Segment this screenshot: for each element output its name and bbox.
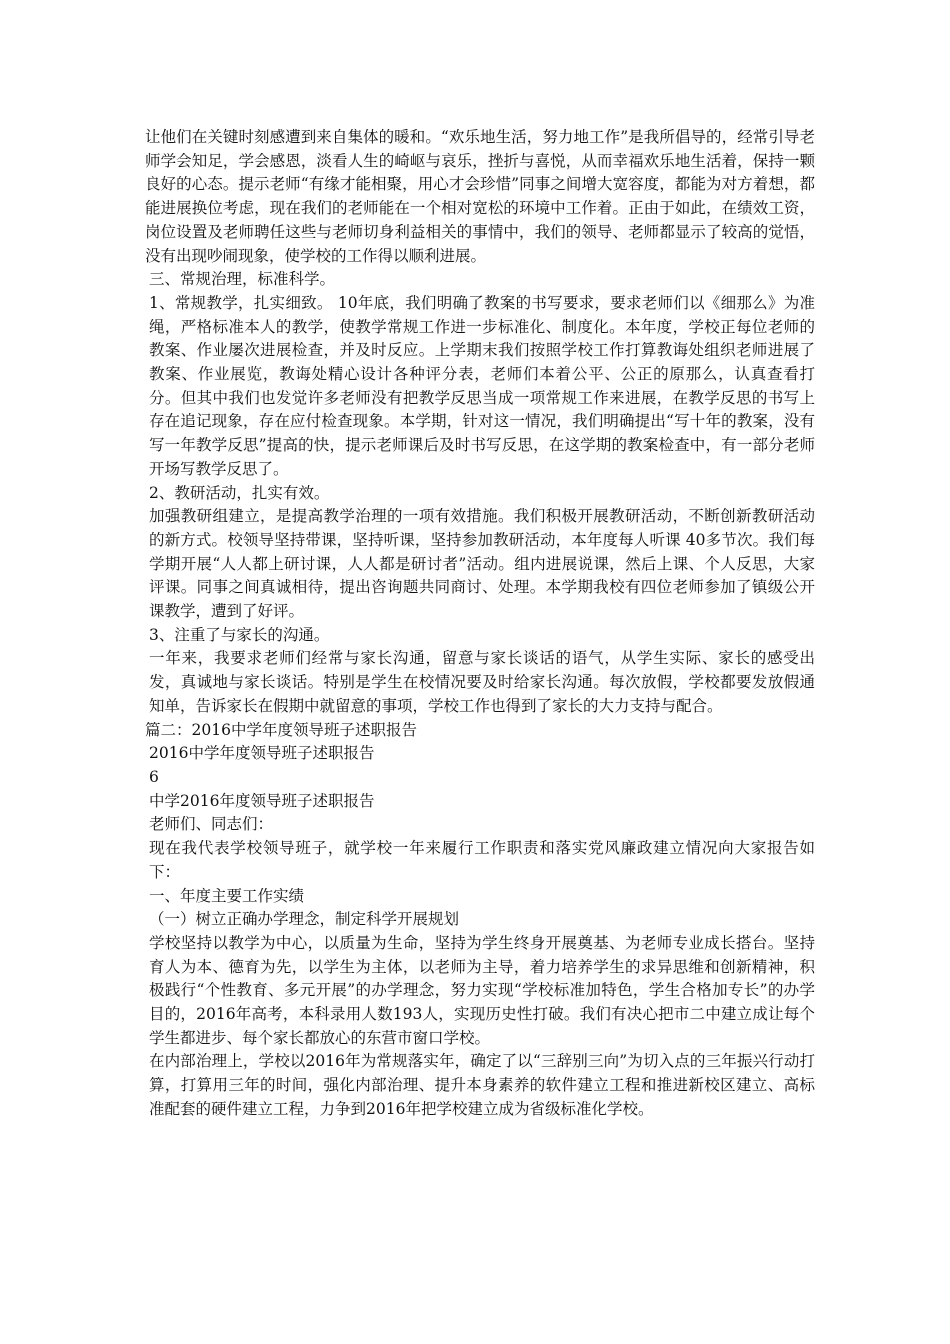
paragraph-parent-communication: 一年来，我要求老师们经常与家长沟通，留意与家长谈话的语气，从学生实际、家长的感受出发，真诚地与家长谈话。特别是学生在校情况要及时给家长沟通。每次放假，学校都要发放假通知单，告诉家长在假期中就留意的事项，学校工作也得到了家长的大力支持与配合。 <box>149 649 815 715</box>
heading-teaching-research: 2、教研活动，扎实有效。 <box>149 483 330 502</box>
document-body <box>145 126 815 1122</box>
paragraph-warmth: 让他们在关键时刻感遭到来自集体的暖和。“欢乐地生活，努力地工作”是我所倡导的，经常引导老师学会知足，学会感恩，淡看人生的崎岖与哀乐，挫折与喜悦，从而幸福欢乐地生活着，保持一颗良好的心态。提示老师“有缘才能相聚，用心才会珍惜”同事之间增大宽容度，都能为对方着想，都能进展换位考虑，现在我们的老师能在一个相对宽松的环境中工作着。正由于如此，在绩效工资，岗位设置及老师聘任这些与老师切身利益相关的事情中，我们的领导、老师都显示了较高的觉悟，没有出现吵闹现象，使学校的工作得以顺利进展。 <box>145 128 815 265</box>
page-number: 6 <box>149 767 159 786</box>
paragraph-intro: 现在我代表学校领导班子，就学校一年来履行工作职责和落实党风廉政建立情况向大家报告如下： <box>149 839 815 881</box>
salutation: 老师们、同志们： <box>149 815 274 834</box>
heading-annual-achievements: 一、年度主要工作实绩 <box>149 886 305 905</box>
heading-school-philosophy: （一）树立正确办学理念，制定科学开展规划 <box>149 910 460 929</box>
report-subtitle: 中学2016年度领导班子述职报告 <box>149 791 375 810</box>
paragraph-school-philosophy: 学校坚持以教学为中心，以质量为生命，坚持为学生终身开展奠基、为老师专业成长搭台。坚持育人为本、德育为先，以学生为主体，以老师为主导，着力培养学生的求异思维和创新精神，积极践行“个性教育、多元开展”的办学理念，努力实现“学校标准加特色，学生合格加专长”的办学目的，2016年高考，本科录用人数193人，实现历史性打破。我们有决心把市二中建立成让每个学生都进步、每个家长都放心的东营市窗口学校。 <box>149 933 815 1047</box>
paragraph-internal-management: 在内部治理上，学校以2016年为常规落实年，确定了以“三辞别三向”为切入点的三年振兴行动打算，打算用三年的时间，强化内部治理、提升本身素养的软件建立工程和推进新校区建立、高标准配套的硬件建立工程，力争到2016年把学校建立成为省级标准化学校。 <box>149 1052 815 1118</box>
heading-parent-communication: 3、注重了与家长的沟通。 <box>149 625 330 644</box>
paragraph-routine-teaching: 1、常规教学，扎实细致。 10年底，我们明确了教案的书写要求，要求老师们以《细那么》为准绳，严格标准本人的教学，使教学常规工作进一步标准化、制度化。本年度，学校正每位老师的教案、作业屡次进展检查，并及时反应。上学期末我们按照学校工作打算教诲处组织老师进展了教案、作业展览，教诲处精心设计各种评分表，老师们本着公平、公正的原那么，认真查看打分。但其中我们也发觉许多老师没有把教学反思当成一项常规工作来进展，在教学反思的书写上存在追记现象，存在应付检查现象。本学期，针对这一情况，我们明确提出“写十年的教案，没有写一年教学反思”提高的快，提示老师课后及时书写反思，在这学期的教案检查中，有一部分老师开场写教学反思了。 <box>149 293 815 478</box>
section-title-part-two: 篇二：2016中学年度领导班子述职报告 <box>145 720 417 739</box>
paragraph-teaching-research: 加强教研组建立，是提高教学治理的一项有效措施。我们积极开展教研活动，不断创新教研活动的新方式。校领导坚持带课，坚持听课，坚持参加教研活动，本年度每人听课 40多节次。我们每学期开展“人人都上研讨课，人人都是研讨者”活动。组内进展说课，然后上课、个人反思，大家评课。同事之间真诚相待，提出咨询题共同商讨、处理。本学期我校有四位老师参加了镇级公开课教学，遭到了好评。 <box>149 507 815 621</box>
report-title: 2016中学年度领导班子述职报告 <box>149 744 375 763</box>
heading-routine-management: 三、常规治理，标准科学。 <box>149 270 336 289</box>
